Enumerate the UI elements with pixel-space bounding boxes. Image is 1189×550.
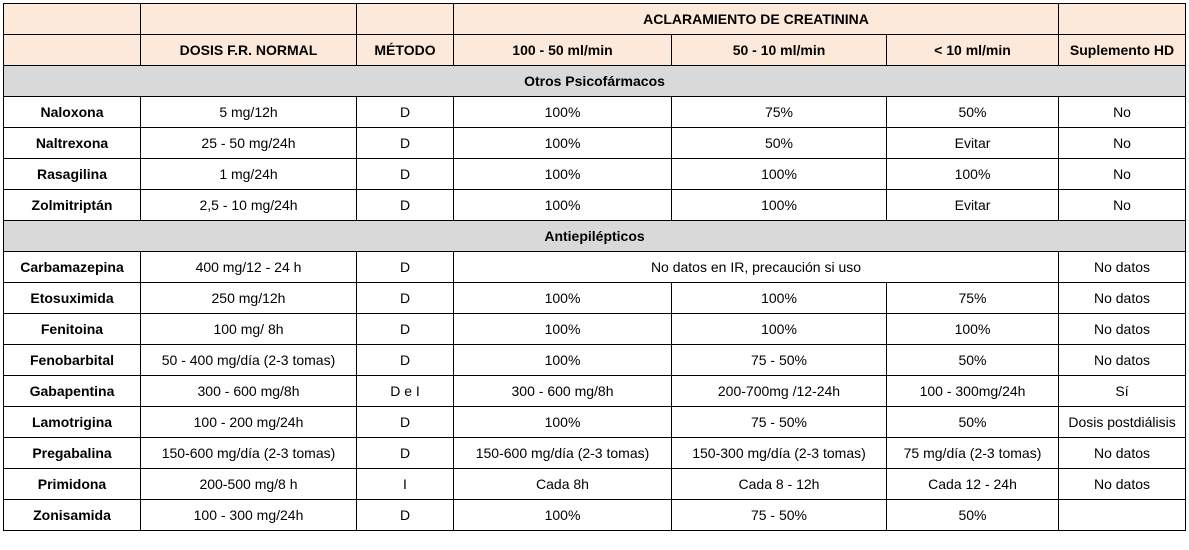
clearance-100-50: Cada 8h bbox=[454, 469, 672, 500]
table-row bbox=[4, 469, 1186, 500]
clearance-100-50: 300 - 600 mg/8h bbox=[454, 376, 672, 407]
normal-dose: 5 mg/12h bbox=[141, 97, 357, 128]
drug-name: Fenobarbital bbox=[4, 345, 141, 376]
normal-dose: 1 mg/24h bbox=[141, 159, 357, 190]
table-row bbox=[4, 159, 1186, 190]
clearance-50-10: 75% bbox=[672, 97, 887, 128]
hd-supplement: No datos bbox=[1059, 469, 1186, 500]
hd-supplement bbox=[1059, 500, 1186, 531]
header-clearance-100-50: 100 - 50 ml/min bbox=[454, 35, 672, 66]
method: D bbox=[357, 314, 454, 345]
header-normal-dose: DOSIS F.R. NORMAL bbox=[141, 35, 357, 66]
dosage-table bbox=[3, 3, 1186, 531]
normal-dose: 100 - 200 mg/24h bbox=[141, 407, 357, 438]
header-blank-method bbox=[357, 4, 454, 35]
drug-name: Rasagilina bbox=[4, 159, 141, 190]
hd-supplement: No datos bbox=[1059, 283, 1186, 314]
header-blank-dose bbox=[141, 4, 357, 35]
clearance-100-50: 100% bbox=[454, 159, 672, 190]
hd-supplement: No datos bbox=[1059, 314, 1186, 345]
table-row bbox=[4, 190, 1186, 221]
clearance-50-10: 100% bbox=[672, 314, 887, 345]
hd-supplement: Dosis postdiálisis bbox=[1059, 407, 1186, 438]
section-title: Otros Psicofármacos bbox=[4, 66, 1186, 97]
clearance-50-10: 150-300 mg/día (2-3 tomas) bbox=[672, 438, 887, 469]
method: I bbox=[357, 469, 454, 500]
clearance-50-10: 100% bbox=[672, 190, 887, 221]
clearance-100-50: 100% bbox=[454, 128, 672, 159]
clearance-50-10: 100% bbox=[672, 159, 887, 190]
clearance-50-10: 75 - 50% bbox=[672, 500, 887, 531]
clearance-100-50: 150-600 mg/día (2-3 tomas) bbox=[454, 438, 672, 469]
clearance-under-10: 75% bbox=[887, 283, 1059, 314]
clearance-100-50: 100% bbox=[454, 500, 672, 531]
header-hd-supplement: Suplemento HD bbox=[1059, 35, 1186, 66]
section-header-row bbox=[4, 66, 1186, 97]
header-group-row bbox=[4, 4, 1186, 35]
normal-dose: 250 mg/12h bbox=[141, 283, 357, 314]
creatinine-clearance-header: ACLARAMIENTO DE CREATININA bbox=[454, 4, 1059, 35]
clearance-100-50: 100% bbox=[454, 345, 672, 376]
clearance-50-10: 200-700mg /12-24h bbox=[672, 376, 887, 407]
hd-supplement: Sí bbox=[1059, 376, 1186, 407]
clearance-under-10: 100% bbox=[887, 314, 1059, 345]
hd-supplement: No bbox=[1059, 128, 1186, 159]
clearance-under-10: 50% bbox=[887, 345, 1059, 376]
header-blank-hd bbox=[1059, 4, 1186, 35]
table-row bbox=[4, 128, 1186, 159]
method: D bbox=[357, 500, 454, 531]
normal-dose: 400 mg/12 - 24 h bbox=[141, 252, 357, 283]
clearance-under-10: Cada 12 - 24h bbox=[887, 469, 1059, 500]
drug-name: Etosuximida bbox=[4, 283, 141, 314]
normal-dose: 100 - 300 mg/24h bbox=[141, 500, 357, 531]
hd-supplement: No datos bbox=[1059, 252, 1186, 283]
header-method: MÉTODO bbox=[357, 35, 454, 66]
hd-supplement: No bbox=[1059, 97, 1186, 128]
normal-dose: 100 mg/ 8h bbox=[141, 314, 357, 345]
hd-supplement: No datos bbox=[1059, 345, 1186, 376]
header-column-row bbox=[4, 35, 1186, 66]
normal-dose: 2,5 - 10 mg/24h bbox=[141, 190, 357, 221]
normal-dose: 150-600 mg/día (2-3 tomas) bbox=[141, 438, 357, 469]
clearance-100-50: 100% bbox=[454, 283, 672, 314]
clearance-100-50: 100% bbox=[454, 407, 672, 438]
drug-name: Primidona bbox=[4, 469, 141, 500]
table-row bbox=[4, 97, 1186, 128]
table-row bbox=[4, 438, 1186, 469]
method: D bbox=[357, 128, 454, 159]
hd-supplement: No bbox=[1059, 159, 1186, 190]
section-header-row bbox=[4, 221, 1186, 252]
clearance-50-10: 50% bbox=[672, 128, 887, 159]
header-corner-cell bbox=[4, 4, 141, 35]
drug-name: Zolmitriptán bbox=[4, 190, 141, 221]
method: D bbox=[357, 283, 454, 314]
method: D bbox=[357, 252, 454, 283]
table-row bbox=[4, 345, 1186, 376]
clearance-under-10: 50% bbox=[887, 407, 1059, 438]
table-row bbox=[4, 407, 1186, 438]
clearance-under-10: Evitar bbox=[887, 128, 1059, 159]
method: D bbox=[357, 97, 454, 128]
clearance-under-10: 50% bbox=[887, 500, 1059, 531]
clearance-under-10: 100 - 300mg/24h bbox=[887, 376, 1059, 407]
hd-supplement: No datos bbox=[1059, 438, 1186, 469]
clearance-100-50: 100% bbox=[454, 190, 672, 221]
clearance-note: No datos en IR, precaución si uso bbox=[454, 252, 1059, 283]
drug-name: Gabapentina bbox=[4, 376, 141, 407]
drug-name: Carbamazepina bbox=[4, 252, 141, 283]
clearance-under-10: 75 mg/día (2-3 tomas) bbox=[887, 438, 1059, 469]
table-row bbox=[4, 314, 1186, 345]
method: D bbox=[357, 190, 454, 221]
drug-name: Naloxona bbox=[4, 97, 141, 128]
hd-supplement: No bbox=[1059, 190, 1186, 221]
method: D bbox=[357, 345, 454, 376]
table-row bbox=[4, 500, 1186, 531]
method: D bbox=[357, 438, 454, 469]
section-title: Antiepilépticos bbox=[4, 221, 1186, 252]
table-row bbox=[4, 283, 1186, 314]
header-clearance-50-10: 50 - 10 ml/min bbox=[672, 35, 887, 66]
drug-name: Fenitoina bbox=[4, 314, 141, 345]
method: D bbox=[357, 407, 454, 438]
drug-name: Zonisamida bbox=[4, 500, 141, 531]
clearance-50-10: 75 - 50% bbox=[672, 407, 887, 438]
clearance-50-10: 100% bbox=[672, 283, 887, 314]
normal-dose: 50 - 400 mg/día (2-3 tomas) bbox=[141, 345, 357, 376]
method: D bbox=[357, 159, 454, 190]
header-clearance-under-10: < 10 ml/min bbox=[887, 35, 1059, 66]
drug-name: Naltrexona bbox=[4, 128, 141, 159]
table-row bbox=[4, 252, 1186, 283]
clearance-50-10: Cada 8 - 12h bbox=[672, 469, 887, 500]
normal-dose: 200-500 mg/8 h bbox=[141, 469, 357, 500]
header-drug-cell bbox=[4, 35, 141, 66]
normal-dose: 25 - 50 mg/24h bbox=[141, 128, 357, 159]
table-row bbox=[4, 376, 1186, 407]
clearance-100-50: 100% bbox=[454, 314, 672, 345]
clearance-under-10: 100% bbox=[887, 159, 1059, 190]
clearance-under-10: 50% bbox=[887, 97, 1059, 128]
drug-name: Lamotrigina bbox=[4, 407, 141, 438]
method: D e I bbox=[357, 376, 454, 407]
clearance-100-50: 100% bbox=[454, 97, 672, 128]
drug-name: Pregabalina bbox=[4, 438, 141, 469]
clearance-50-10: 75 - 50% bbox=[672, 345, 887, 376]
clearance-under-10: Evitar bbox=[887, 190, 1059, 221]
normal-dose: 300 - 600 mg/8h bbox=[141, 376, 357, 407]
